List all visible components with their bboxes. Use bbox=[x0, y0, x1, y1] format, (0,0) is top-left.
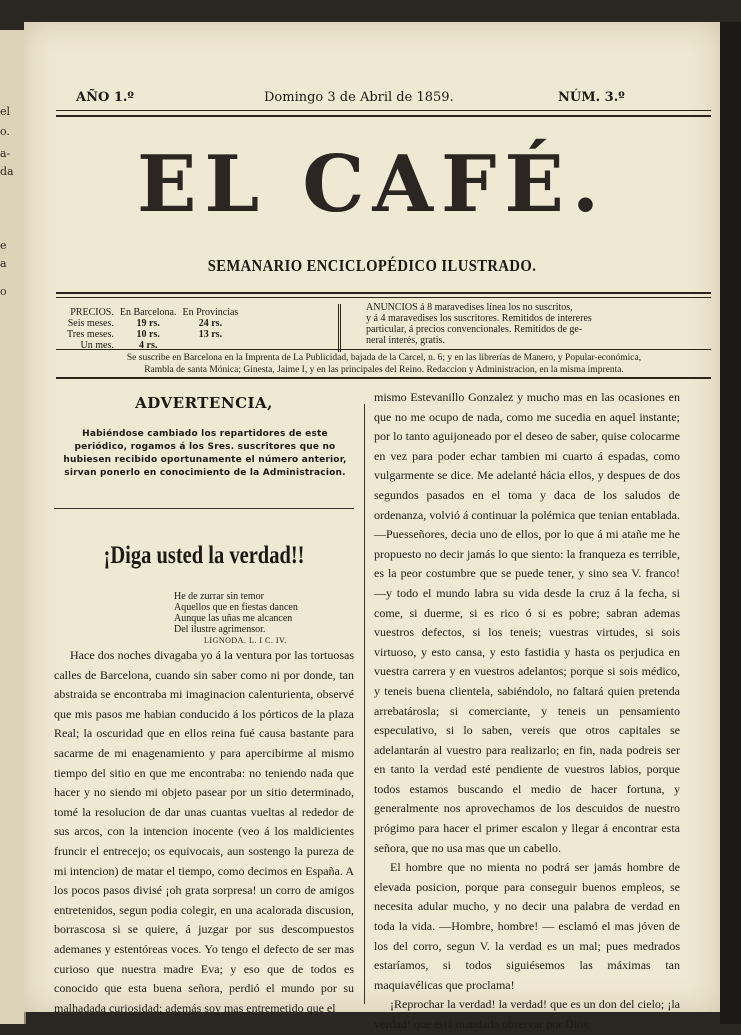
issue-number: NÚM. 3.º bbox=[558, 90, 625, 105]
prices-box bbox=[64, 307, 364, 351]
masthead-title: EL CAFÉ. bbox=[136, 139, 608, 230]
header-rule bbox=[56, 110, 711, 111]
fragment: o. bbox=[0, 125, 10, 138]
fragment: el bbox=[0, 105, 11, 118]
price-barcelona: 10 rs. bbox=[136, 329, 160, 340]
issue-date: Domingo 3 de Abril de 1859. bbox=[264, 90, 454, 105]
epigraph bbox=[174, 591, 364, 646]
advertencia-title: ADVERTENCIA, bbox=[135, 394, 273, 412]
article-title: ¡Diga usted la verdad!! bbox=[103, 542, 305, 569]
fragment: da bbox=[0, 165, 14, 178]
right-column-body bbox=[374, 388, 680, 1035]
info-rule bbox=[56, 349, 711, 350]
subscription-info bbox=[54, 352, 714, 376]
header-rule bbox=[56, 115, 711, 117]
fragment: e bbox=[0, 239, 7, 252]
price-period: Un mes. bbox=[80, 340, 114, 351]
ads-line: neral interés, gratis. bbox=[366, 335, 445, 346]
ads-box bbox=[366, 302, 706, 346]
article-paragraph: Hace dos noches divagaba yo á la ventura por las tortuosas calles de Barcelona, cuando sin saber como ni por donde, tan abstraida se encontraba mi imaginacion calenturienta, observé que mis pasos me habian conducido á los pórticos de la plaza Real; la oscuridad que en ellos reina fué causa bastante para sacarme de mi enagenamiento y para apercibirme al mismo tiempo del sitio en que me encontraba: no teniendo nada que hacer y no siendo mi objeto pasear por un sitio determinado, tomé la resolucion de dar unas cuantas vueltas al rededor de sus arcos, con la intencion inocente (veo á los maldicientes fruncir el entrecejo; os equivocais, aun sostengo la pureza de mi intencion) de matar el tiempo, como decimos en España. A los pocos pasos divisé ¡oh grata sorpresa! un corro de amigos entretenidos, segun podia colegir, en una acalorada discusion, borrascosa si se quiere, á juzgar por sus descompuestos ademanes y estentóreas voces. Yo tengo el defecto de ser mas curioso que nuestra madre Eva; y eso que de todos es conocido que esta buena señora, perdió el mundo por su malhadada curiosidad; además soy mas entremetido que el bbox=[54, 648, 354, 1015]
column-divider bbox=[364, 404, 365, 1004]
verse-line: Del ilustre agrimensor. bbox=[174, 624, 266, 635]
price-provincias: 13 rs. bbox=[198, 329, 223, 340]
masthead-rule bbox=[56, 297, 711, 298]
price-period: Tres meses. bbox=[67, 329, 114, 340]
issue-year: AÑO 1.º bbox=[76, 90, 134, 105]
fragment: o bbox=[0, 285, 7, 298]
price-provincias: 24 rs. bbox=[198, 318, 223, 329]
fragment: a bbox=[0, 257, 7, 270]
price-period: Seis meses. bbox=[67, 318, 114, 329]
verse-source: LIGNODA. L. I C. IV. bbox=[204, 636, 287, 645]
scan-edge bbox=[720, 22, 741, 1024]
ads-line: ANUNCIOS á 8 maravedises línea los no suscritos, bbox=[366, 302, 573, 313]
subscription-line: Se suscribe en Barcelona en la Imprenta de La Publicidad, bajada de la Carcel, n. 6; y en las librerías de Manero, y Popular-económica, bbox=[126, 353, 642, 363]
ads-line: particular, á precios convencionales. Remitidos de ge- bbox=[366, 324, 583, 335]
article-paragraph: El hombre que no mienta no podrá ser jamás hombre de elevada posicion, porque para conseguir buenos empleos, se necesita adular mucho, y no decir una palabra de verdad en toda la vida. —Hombre, hombre! — esclamó el mas jóven de los del corro, segun V. la verdad es un mal; pues medrados estaríamos, si todos siguiésemos las máximas tan maquiavélicas que proclama! bbox=[374, 860, 680, 992]
verse-line: He de zurrar sin temor bbox=[174, 591, 264, 602]
prices-col-provincias: En Provincias bbox=[182, 307, 239, 318]
body-top-rule bbox=[56, 377, 711, 379]
ads-line: y á 4 maravedises los suscritores. Remitidos de intereres bbox=[366, 313, 592, 324]
article-paragraph: ¡Reprochar la verdad! la verdad! que es un don del cielo; ¡la verdad! que está mandada observar por Dios; bbox=[374, 997, 680, 1031]
verse-line: Aunque las uñas me alcancen bbox=[174, 613, 293, 624]
masthead-subtitle: SEMANARIO ENCICLOPÉDICO ILUSTRADO. bbox=[207, 256, 537, 275]
section-divider bbox=[54, 508, 354, 509]
price-barcelona: 4 rs. bbox=[139, 340, 158, 351]
prices-label: PRECIOS. bbox=[70, 307, 114, 318]
adjacent-page-edge bbox=[0, 30, 26, 1024]
newspaper-page bbox=[24, 22, 720, 1031]
price-barcelona: 19 rs. bbox=[136, 318, 160, 329]
prices-ads-divider bbox=[338, 304, 341, 352]
prices-col-barcelona: En Barcelona. bbox=[119, 307, 177, 318]
subscription-line: Rambla de santa Mónica; Ginesta, Jaime I, y en las principales del Reino. Redaccion y Administracion, en la misma imprenta. bbox=[144, 365, 624, 375]
advertencia-text: Habiéndose cambiado los repartidores de este periódico, rogamos á los Sres. suscritores que no hubiesen recibido oportunamente el número anterior, sirvan ponerlo en conocimiento de la Administracion. bbox=[63, 429, 347, 478]
left-column-body bbox=[54, 646, 354, 1018]
verse-line: Aquellos que en fiestas dancen bbox=[174, 602, 298, 613]
masthead-rule bbox=[56, 292, 711, 294]
article-paragraph: mismo Estevanillo Gonzalez y mucho mas en las ocasiones en que no me ocupo de nada, como me sucedia en aquel instante; por lo tanto aguijoneado por el deseo de saber, quise colocarme en vez para poder echar tambien mi cuarto á espadas, como vulgarmente se dice. Me adelanté hácia ellos, y despues de dos segundos pasados en el toma y daca de los saludos de ordenanza, volvió á continuar la polémica que tenian entablada.—Puesseñores, decia uno de ellos, por lo que á mi atañe me he propuesto no decir jamás lo que siento: la franqueza es terrible, es la peor costumbre que se puede tener, y sino sea V. franco!—y todo el mundo labra su vida desde la cruz á la fecha, si come, si duerme, si es rico ó si es pobre; sabran ademas vuestros defectos, si los teneis; vuestras virtudes, si sois virtuoso, y esto cansa, y esto fastidia y hasta os perjudica en vuestra carrera y en vuestros adelantos; porque si sois médico, y teneis buena clientela, sabiéndolo, no faltará quien pretenda arrebatárosla; si comerciante, y teneis un pensamiento especulativo, si lo saben, vereis que otros capitales se adelantarán al vuestro para realizarlo; en fin, nada podreis ser en tanto la verdad esté pendiente de vuestros labios, porque todos estamos buscando el medio de hacer fortuna, y generalmente nos aprovechamos de los descuidos de nuestro prógimo para hacer el primer escalon y llegar á encontrar esta señora, que no usa mas que un cabello. bbox=[374, 390, 680, 855]
fragment: a- bbox=[0, 147, 11, 160]
